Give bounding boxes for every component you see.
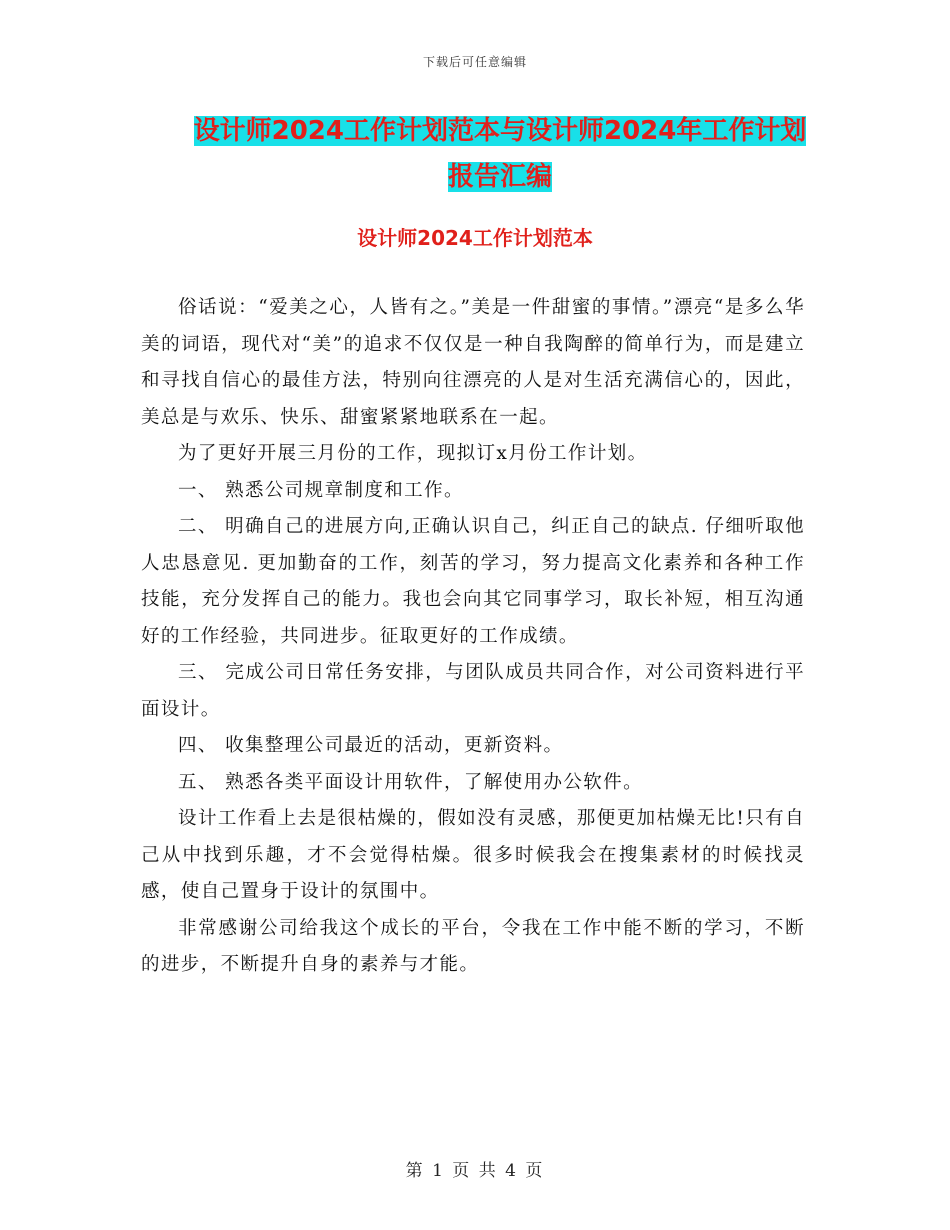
page-number-footer: 第 1 页 共 4 页 bbox=[405, 1161, 545, 1181]
document-title-line-2: 报告汇编 bbox=[447, 162, 552, 192]
paragraph: 设计工作看上去是很枯燥的，假如没有灵感，那便更加枯燥无比!只有自己从中找到乐趣，才不会觉得枯燥。很多时候我会在搜集素材的时候找灵感，使自己置身于设计的氛围中。 bbox=[141, 808, 805, 902]
body-text bbox=[141, 290, 805, 984]
paragraph: 三、 完成公司日常任务安排，与团队成员共同合作，对公司资料进行平面设计。 bbox=[141, 662, 805, 720]
paragraph: 非常感谢公司给我这个成长的平台，令我在工作中能不断的学习，不断的进步，不断提升自身的素养与才能。 bbox=[141, 917, 805, 975]
document-title bbox=[140, 108, 860, 200]
paragraph: 为了更好开展三月份的工作，现拟订x月份工作计划。 bbox=[178, 443, 648, 464]
document-title-line-1: 设计师2024工作计划范本与设计师2024年工作计划 bbox=[193, 116, 807, 146]
header-note: 下载后可任意编辑 bbox=[422, 55, 527, 69]
paragraph: 俗话说：“爱美之心，人皆有之。”美是一件甜蜜的事情。”漂亮“是多么华美的词语，现代对“美”的追求不仅仅是一种自我陶醉的简单行为，而是建立和寻找自信心的最佳方法，特别向往漂亮的人是对生活充满信心的，因此，美总是与欢乐、快乐、甜蜜紧紧地联系在一起。 bbox=[141, 297, 805, 428]
paragraph: 二、 明确自己的进展方向,正确认识自己，纠正自己的缺点. 仔细听取他人忠恳意见. 更加勤奋的工作，刻苦的学习，努力提高文化素养和各种工作技能，充分发挥自己的能力。我也会向其它同事学习，取长补短，相互沟通好的工作经验，共同进步。征取更好的工作成绩。 bbox=[141, 516, 805, 647]
paragraph: 一、 熟悉公司规章制度和工作。 bbox=[178, 479, 464, 501]
paragraph: 四、 收集整理公司最近的活动，更新资料。 bbox=[178, 735, 564, 756]
paragraph: 五、 熟悉各类平面设计用软件，了解使用办公软件。 bbox=[178, 771, 643, 793]
section-title: 设计师2024工作计划范本 bbox=[357, 226, 593, 250]
